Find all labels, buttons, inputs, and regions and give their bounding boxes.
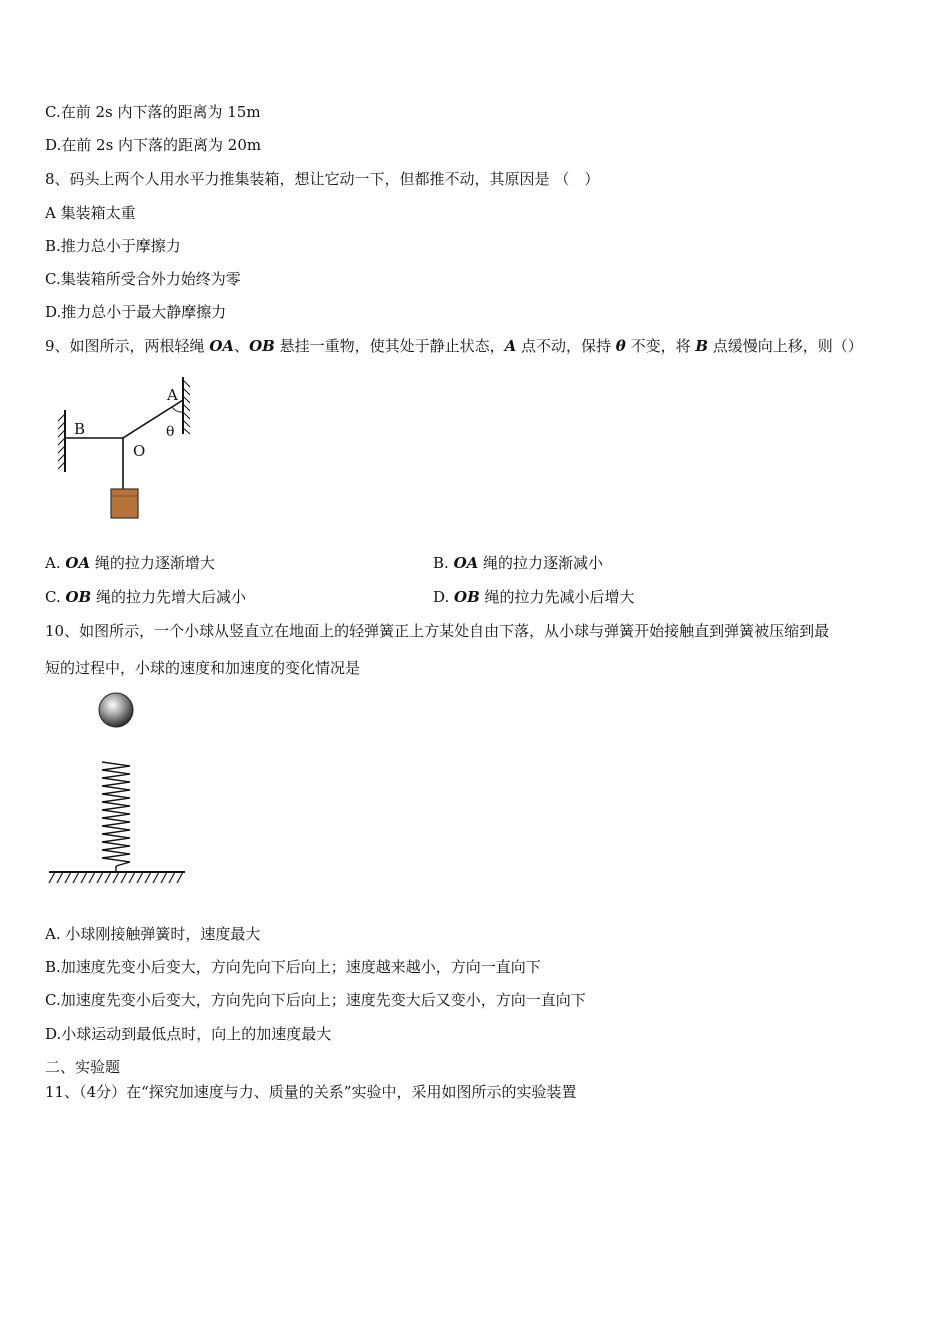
q7-option-d: D.在前 2s 内下落的距离为 20m [45, 136, 262, 154]
right-wall-hatch [183, 380, 190, 434]
point-a-label: A [504, 337, 517, 355]
q9-stem-sep: 、 [234, 337, 250, 355]
q10-option-a: A. 小球刚接触弹簧时，速度最大 [45, 925, 261, 943]
option-rope: OA [65, 554, 91, 572]
rope-hanging-diagram [50, 372, 200, 524]
fig-label-theta: θ [166, 424, 175, 440]
ball-spring-diagram [45, 686, 190, 891]
option-prefix: A. [45, 554, 66, 572]
ball [99, 693, 133, 727]
option-text: 绳的拉力逐渐增大 [90, 554, 215, 572]
q9-option-d [433, 587, 635, 607]
q8-option-c: C.集装箱所受合外力始终为零 [45, 270, 241, 288]
q10-stem-line2: 短的过程中，小球的速度和加速度的变化情况是 [45, 659, 361, 677]
q10-stem-line1: 10、如图所示，一个小球从竖直立在地面上的轻弹簧正上方某处自由下落，从小球与弹簧开始接触直到弹簧被压缩到最 [45, 622, 830, 640]
option-rope: OA [453, 554, 479, 572]
q9-option-c [45, 587, 246, 607]
q9-stem-part: 不变，将 [625, 337, 696, 355]
spring [102, 762, 130, 866]
rope-oa-label: OA [209, 337, 235, 355]
theta-label: θ [615, 337, 626, 355]
q9-stem-part: 点缓慢向上移，则（） [708, 337, 863, 355]
q9-stem-part: 点不动，保持 [516, 337, 616, 355]
q10-option-c: C.加速度先变小后变大，方向先向下后向上；速度先变大后又变小，方向一直向下 [45, 991, 586, 1009]
fig-label-b: B [74, 420, 86, 438]
option-text: 绳的拉力先减小后增大 [479, 588, 635, 606]
q9-option-b [433, 553, 603, 573]
q9-stem [45, 336, 863, 356]
theta-arc [172, 407, 183, 412]
fig-label-o: O [133, 442, 146, 460]
q10-option-d: D.小球运动到最低点时，向上的加速度最大 [45, 1025, 332, 1043]
option-prefix: D. [433, 588, 455, 606]
left-wall-hatch [58, 414, 65, 469]
q9-stem-part: 9、如图所示，两根轻绳 [45, 337, 210, 355]
q8-stem: 8、码头上两个人用水平力推集装箱，想让它动一下，但都推不动，其原因是 （ ） [45, 170, 600, 188]
option-rope: OB [454, 588, 480, 606]
point-b-label: B [695, 337, 709, 355]
option-text: 绳的拉力逐渐减小 [478, 554, 604, 572]
ground-hatch [49, 872, 183, 883]
option-rope: OB [65, 588, 92, 606]
fig-label-a: A [167, 386, 178, 404]
q8-option-d: D.推力总小于最大静摩擦力 [45, 303, 227, 321]
q9-stem-part: 悬挂一重物，使其处于静止状态， [274, 337, 505, 355]
q10-option-b: B.加速度先变小后变大，方向先向下后向上；速度越来越小，方向一直向下 [45, 958, 541, 976]
q8-option-a: A 集装箱太重 [45, 204, 136, 222]
q9-option-a [45, 553, 215, 573]
option-prefix: B. [433, 554, 454, 572]
option-text: 绳的拉力先增大后减小 [91, 588, 247, 606]
weight-block [111, 489, 138, 518]
q11-stem: 11、（4分）在“探究加速度与力、质量的关系”实验中，采用如图所示的实验装置 [45, 1083, 577, 1101]
rope-ob-label: OB [249, 337, 275, 355]
option-prefix: C. [45, 588, 66, 606]
section-title: 二、实验题 [45, 1058, 121, 1076]
q8-option-b: B.推力总小于摩擦力 [45, 237, 181, 255]
q7-option-c: C.在前 2s 内下落的距离为 15m [45, 103, 261, 121]
